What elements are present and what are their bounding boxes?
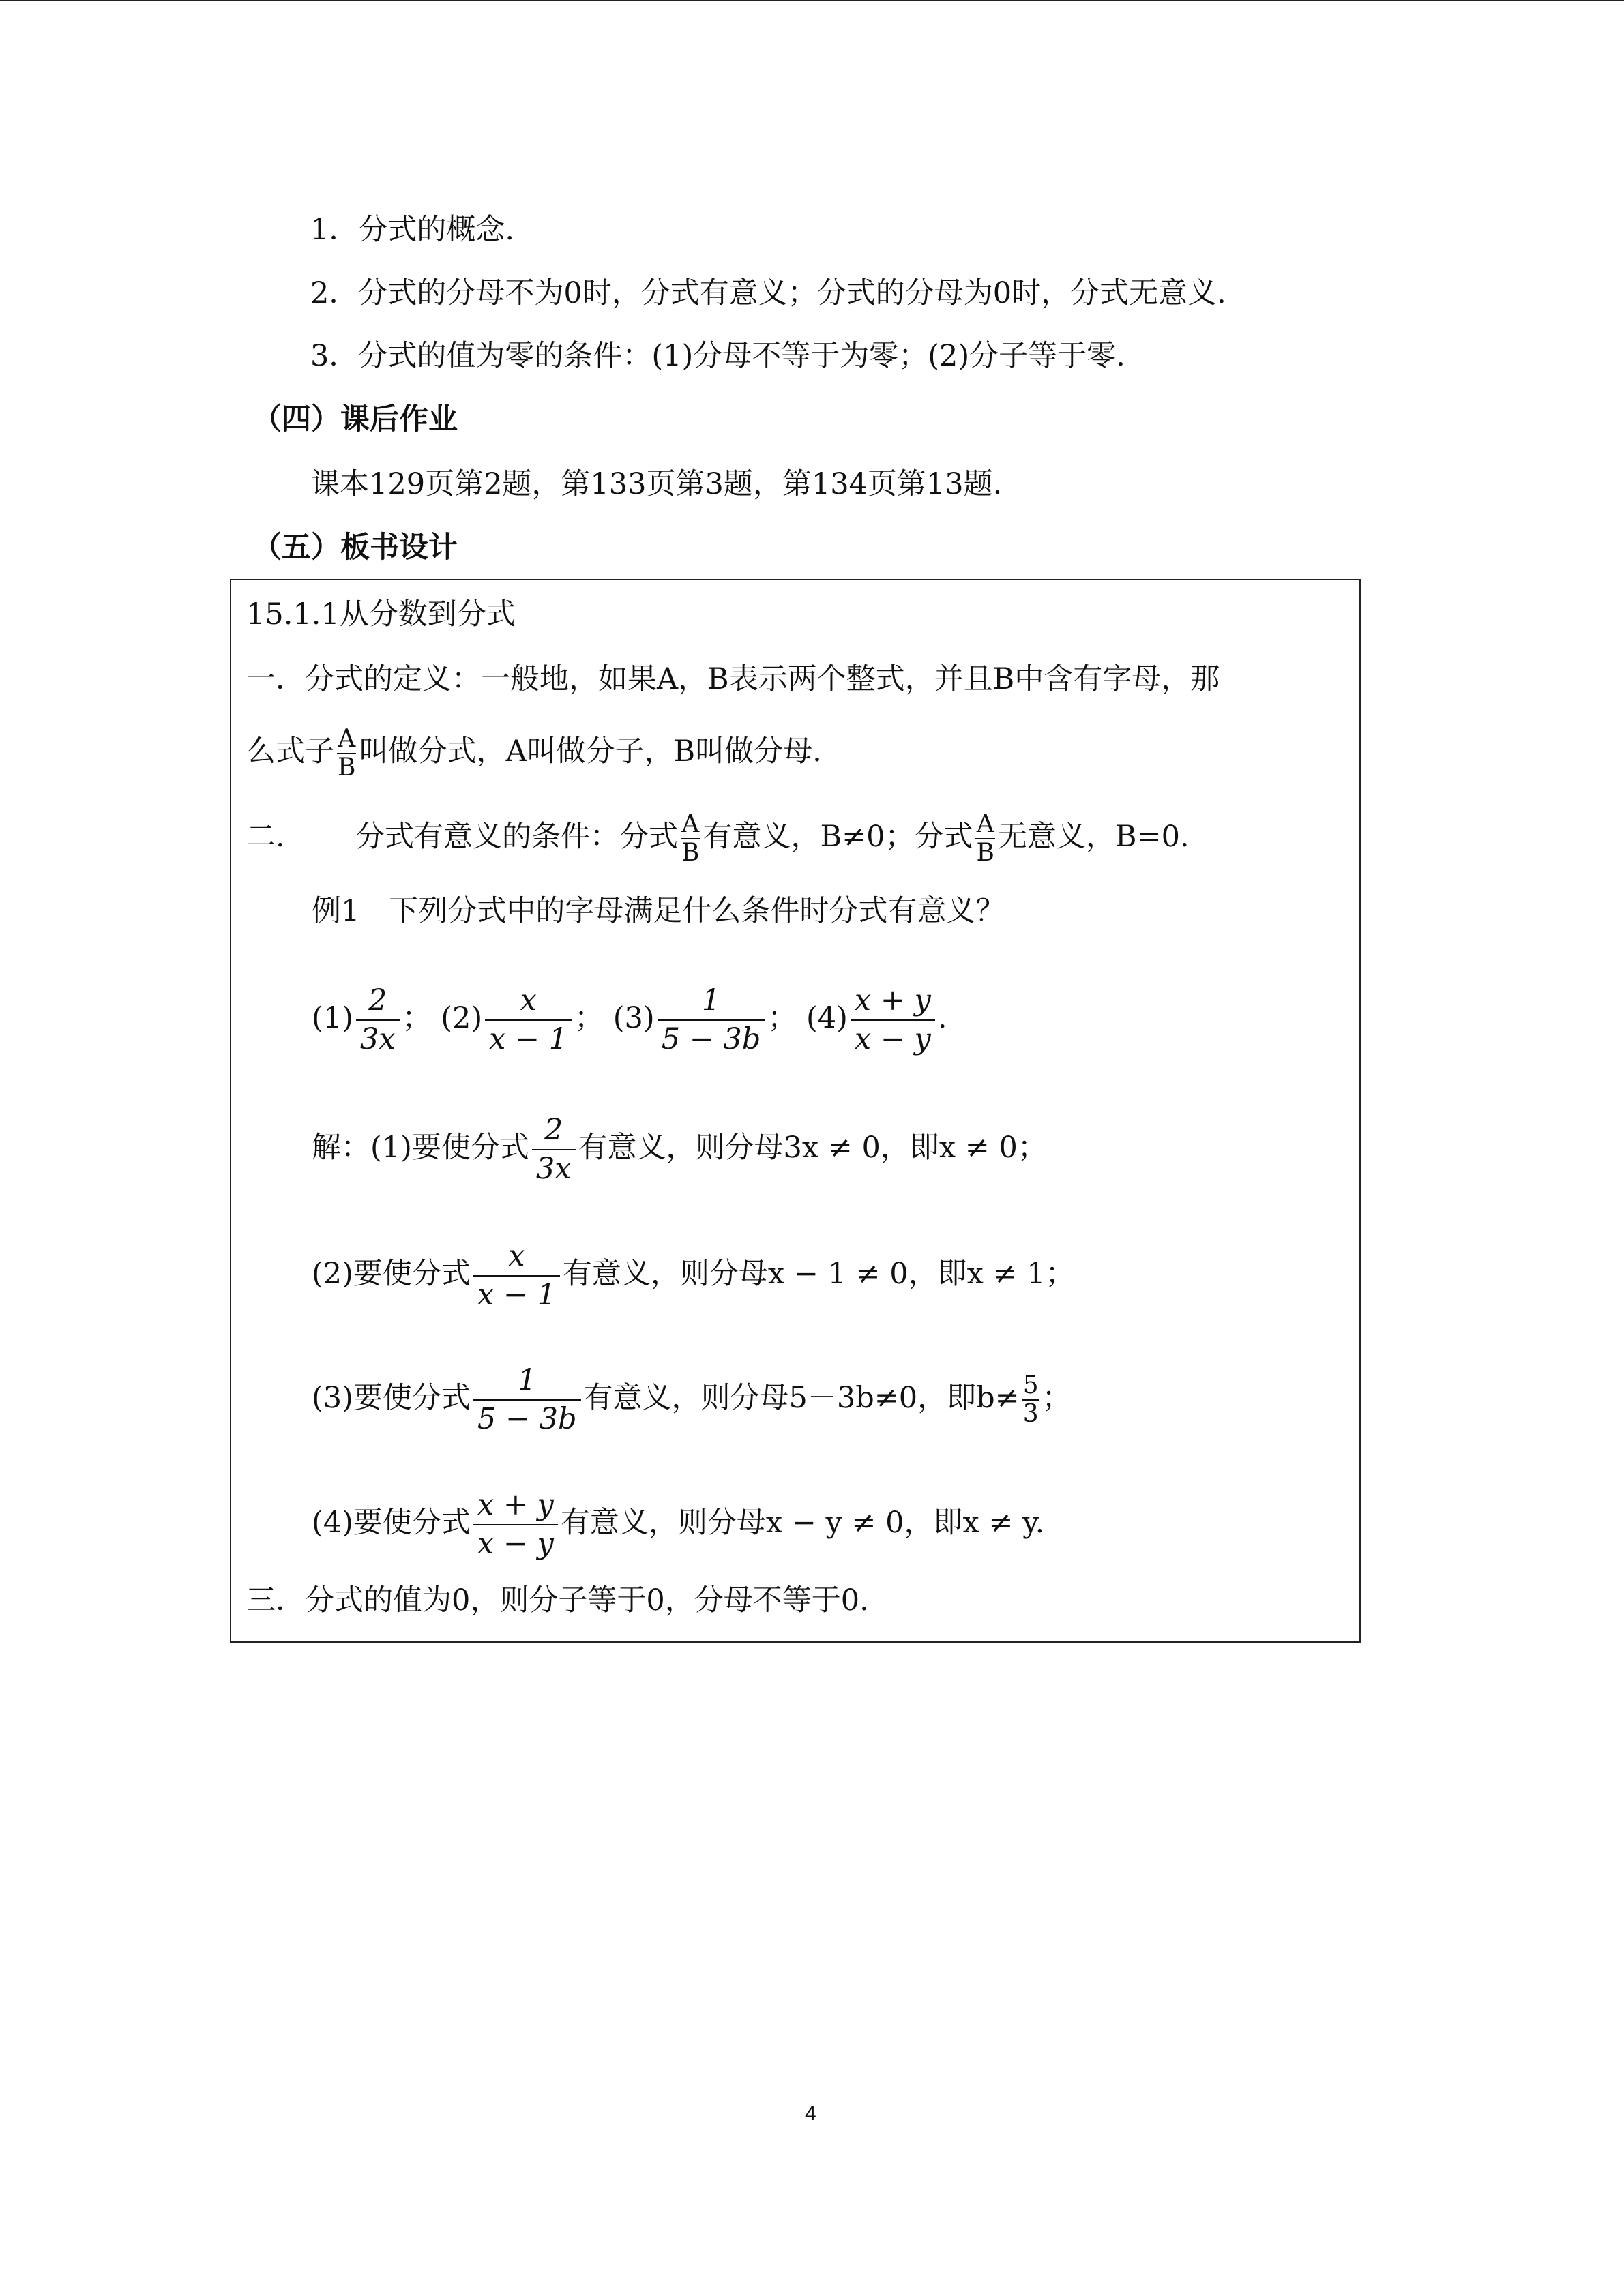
solution-suffix: 有意义，则分母x − 1 ≠ 0，即x ≠ 1； [562, 1257, 1075, 1291]
solution-prefix: (3)要使分式 [312, 1381, 471, 1415]
solution-fraction [473, 1488, 558, 1561]
fraction-numerator: A [338, 725, 356, 753]
example-label-1: (1) [312, 1001, 353, 1035]
condition-middle: 有意义，B≠0；分式 [703, 820, 973, 854]
solution-middle: 有意义，则分母5－3b≠0，即b≠ [583, 1381, 1020, 1415]
condition-suffix: 无意义，B=0. [997, 820, 1190, 854]
solution-fraction [473, 1363, 581, 1436]
solution-3 [312, 1363, 1072, 1436]
solution-fraction [532, 1113, 576, 1186]
fraction-numerator: x + y [854, 983, 931, 1017]
fraction-numerator: x [520, 983, 537, 1017]
fraction-a-over-b [975, 812, 994, 865]
definition-suffix: 叫做分式，A叫做分子，B叫做分母. [359, 734, 822, 769]
fraction-denominator: x − y [851, 1019, 935, 1054]
example-fraction-3 [658, 983, 765, 1056]
board-heading: （五）板书设计 [252, 531, 458, 565]
example-fractions [312, 983, 947, 1056]
fraction-denominator: B [681, 839, 700, 867]
fraction-numerator: 1 [701, 983, 721, 1017]
solution-prefix: (4)要使分式 [312, 1506, 471, 1540]
summary-item-2: 2．分式的分母不为0时，分式有意义；分式的分母为0时，分式无意义. [310, 276, 1226, 310]
fraction-numerator: x + y [477, 1488, 554, 1522]
fraction-numerator: 1 [518, 1363, 537, 1397]
example-title: 例1 下列分式中的字母满足什么条件时分式有意义？ [312, 894, 1005, 928]
fraction-numerator: 5 [1022, 1371, 1039, 1399]
solution-fraction [473, 1239, 560, 1312]
separator: ； [767, 1001, 797, 1035]
page-number: 4 [805, 2102, 816, 2125]
fraction-denominator: 3x [356, 1019, 400, 1054]
separator: . [937, 1001, 947, 1035]
condition-number: 二. [246, 820, 285, 854]
definition-line-1: 一．分式的定义：一般地，如果A，B表示两个整式，并且B中含有字母，那 [246, 662, 1220, 696]
fraction-denominator: B [976, 839, 994, 867]
solution-1 [312, 1113, 1047, 1186]
fraction-denominator: x − y [473, 1524, 558, 1559]
homework-heading: （四）课后作业 [252, 402, 458, 436]
separator: ； [402, 1001, 432, 1035]
solution-suffix: 有意义，则分母x − y ≠ 0，即x ≠ y. [560, 1506, 1045, 1540]
fraction-numerator: x [508, 1239, 525, 1273]
example-label-3: (3) [612, 1001, 655, 1035]
definition-prefix: 么式子 [246, 734, 334, 769]
solution-4 [312, 1488, 1045, 1561]
condition-prefix: 分式有意义的条件：分式 [355, 820, 678, 854]
example-fraction-2 [485, 983, 572, 1056]
fraction-denominator: 3 [1022, 1400, 1039, 1428]
fraction-a-over-b [681, 812, 700, 865]
example-label-4: (4) [806, 1001, 848, 1035]
example-fraction-1 [356, 983, 400, 1056]
fraction-denominator: x − 1 [473, 1275, 560, 1310]
solution-suffix: ； [1042, 1381, 1072, 1415]
summary-item-3: 3．分式的值为零的条件：(1)分母不等于为零；(2)分子等于零. [310, 339, 1125, 373]
fraction-numerator: 2 [544, 1113, 563, 1147]
solution-prefix: (2)要使分式 [312, 1257, 471, 1291]
fraction-denominator: 5 − 3b [473, 1399, 581, 1434]
zero-value-line: 三．分式的值为0，则分子等于0，分母不等于0. [246, 1583, 869, 1617]
solution-prefix: 解：(1)要使分式 [312, 1131, 529, 1165]
fraction-denominator: 3x [532, 1149, 576, 1184]
homework-text: 课本129页第2题，第133页第3题，第134页第13题. [310, 467, 1003, 501]
fraction-denominator: B [338, 754, 356, 781]
fraction-denominator: 5 − 3b [658, 1019, 765, 1054]
example-label-2: (2) [441, 1001, 483, 1035]
board-title: 15.1.1从分数到分式 [246, 597, 516, 631]
fraction-denominator: x − 1 [485, 1019, 572, 1054]
example-fraction-4 [851, 983, 935, 1056]
separator: ； [574, 1001, 604, 1035]
fraction-numerator: 2 [368, 983, 387, 1017]
fraction-five-thirds [1022, 1373, 1039, 1427]
board-design-box [230, 579, 1361, 1643]
definition-line-2 [246, 727, 822, 780]
solution-2 [312, 1239, 1075, 1312]
summary-item-1: 1．分式的概念. [310, 213, 515, 247]
solution-suffix: 有意义，则分母3x ≠ 0，即x ≠ 0； [578, 1131, 1047, 1165]
condition-line [246, 812, 1190, 865]
fraction-numerator: A [681, 810, 700, 838]
fraction-a-over-b [337, 727, 356, 780]
fraction-numerator: A [976, 810, 994, 838]
top-border [0, 0, 1624, 1]
